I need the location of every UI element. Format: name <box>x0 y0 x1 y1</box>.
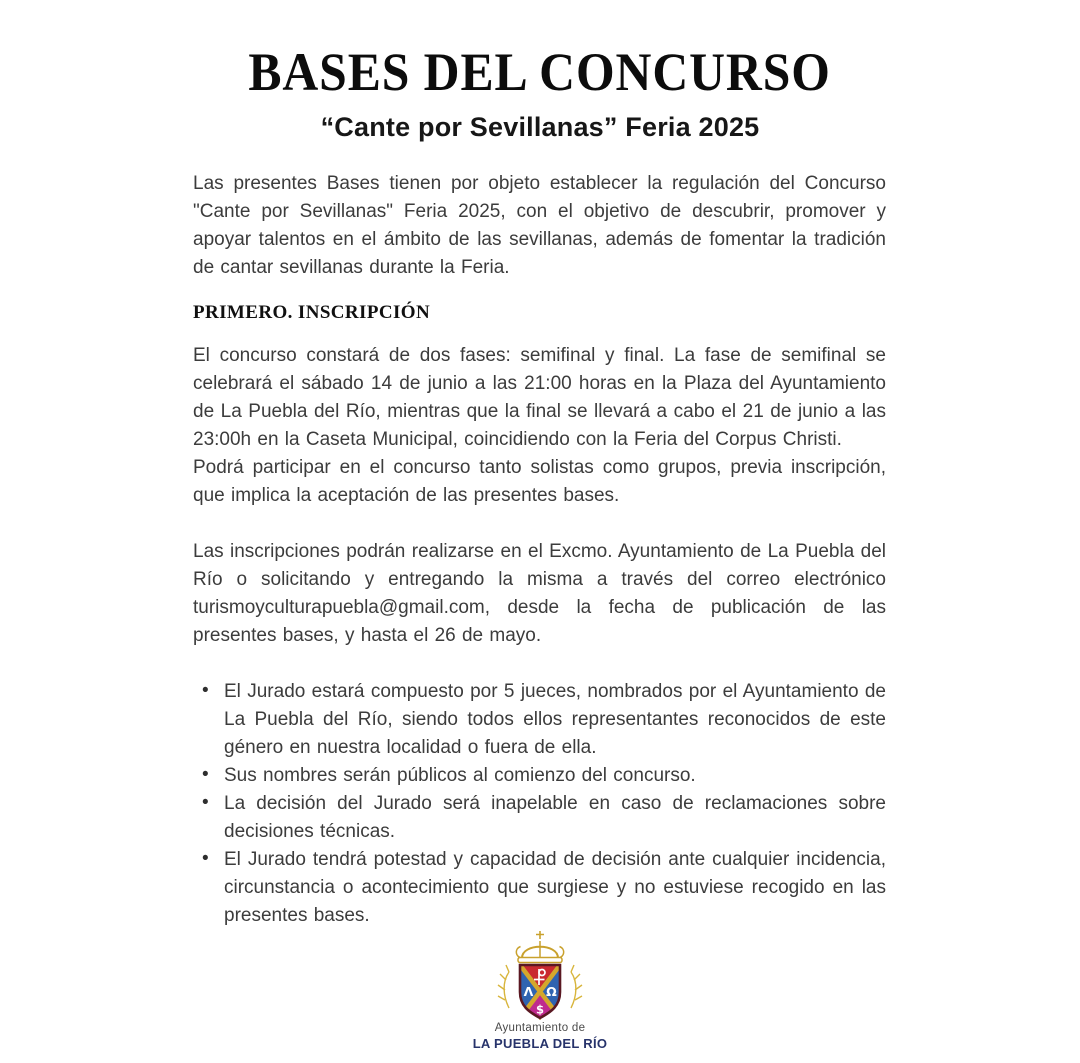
crown-icon <box>516 931 563 963</box>
footer-org-name: LA PUEBLA DEL RÍO <box>472 1036 608 1051</box>
document-body <box>193 170 886 930</box>
list-item-text: La decisión del Jurado será inapelable en caso de reclamaciones sobre decisiones técnicas. <box>224 793 886 842</box>
list-item <box>193 678 886 762</box>
list-item <box>193 846 886 930</box>
page-title-text: BASES DEL CONCURSO <box>248 42 832 102</box>
omega-letter: Ω <box>546 984 557 999</box>
intro-paragraph: Las presentes Bases tienen por objeto establecer la regulación del Concurso "Cante por Sevillanas" Feria 2025, con el objetivo de descubrir, promover y apoyar talentos en el ámbito de las sevillanas, además de fomentar la tradición de cantar sevillanas durante la Feria. <box>193 173 886 278</box>
page-subtitle: “Cante por Sevillanas” Feria 2025 <box>320 112 760 142</box>
paragraph-inscripciones: Las inscripciones podrán realizarse en el Excmo. Ayuntamiento de La Puebla del Río o solicitando y entregando la misma a través del correo electrónico turismoyculturapuebla@gmail.com, desde la fecha de publicación de las presentes bases, y hasta el 26 de mayo. <box>193 541 886 646</box>
bullet-icon: • <box>202 792 209 813</box>
list-item <box>193 762 886 790</box>
list-item-text: El Jurado estará compuesto por 5 jueces, nombrados por el Ayuntamiento de La Puebla del Río, siendo todos ellos representantes reconocidos de este género en nuestra localidad o fuera de ella. <box>224 681 886 758</box>
list-item-text: Sus nombres serán públicos al comienzo del concurso. <box>224 765 696 786</box>
dollar-letter: $ <box>535 1002 545 1017</box>
footer <box>0 928 1080 1051</box>
list-item-text: El Jurado tendrá potestad y capacidad de decisión ante cualquier incidencia, circunstancia o acontecimiento que surgiese y no estuviese recogido en las presentes bases. <box>224 849 886 926</box>
paragraph-participacion: Podrá participar en el concurso tanto solistas como grupos, previa inscripción, que implica la aceptación de las presentes bases. <box>193 457 886 506</box>
bullet-icon: • <box>202 764 209 785</box>
bullet-icon: • <box>202 848 209 869</box>
bullet-icon: • <box>202 680 209 701</box>
section-heading-primero: PRIMERO. INSCRIPCIÓN <box>193 302 431 323</box>
jurado-bullet-list <box>193 678 886 930</box>
paragraph-fases: El concurso constará de dos fases: semifinal y final. La fase de semifinal se celebrará el sábado 14 de junio a las 21:00 horas en la Plaza del Ayuntamiento de La Puebla del Río, mientras que la final se llevará a cabo el 21 de junio a las 23:00h en la Caseta Municipal, coincidiendo con la Feria del Corpus Christi. <box>193 345 886 450</box>
paragraph-group <box>193 342 886 510</box>
list-item <box>193 790 886 846</box>
coat-of-arms-icon <box>485 928 595 1020</box>
page-title <box>0 0 1080 100</box>
alpha-letter: Λ <box>523 984 534 999</box>
footer-org-line: Ayuntamiento de <box>494 1022 586 1034</box>
